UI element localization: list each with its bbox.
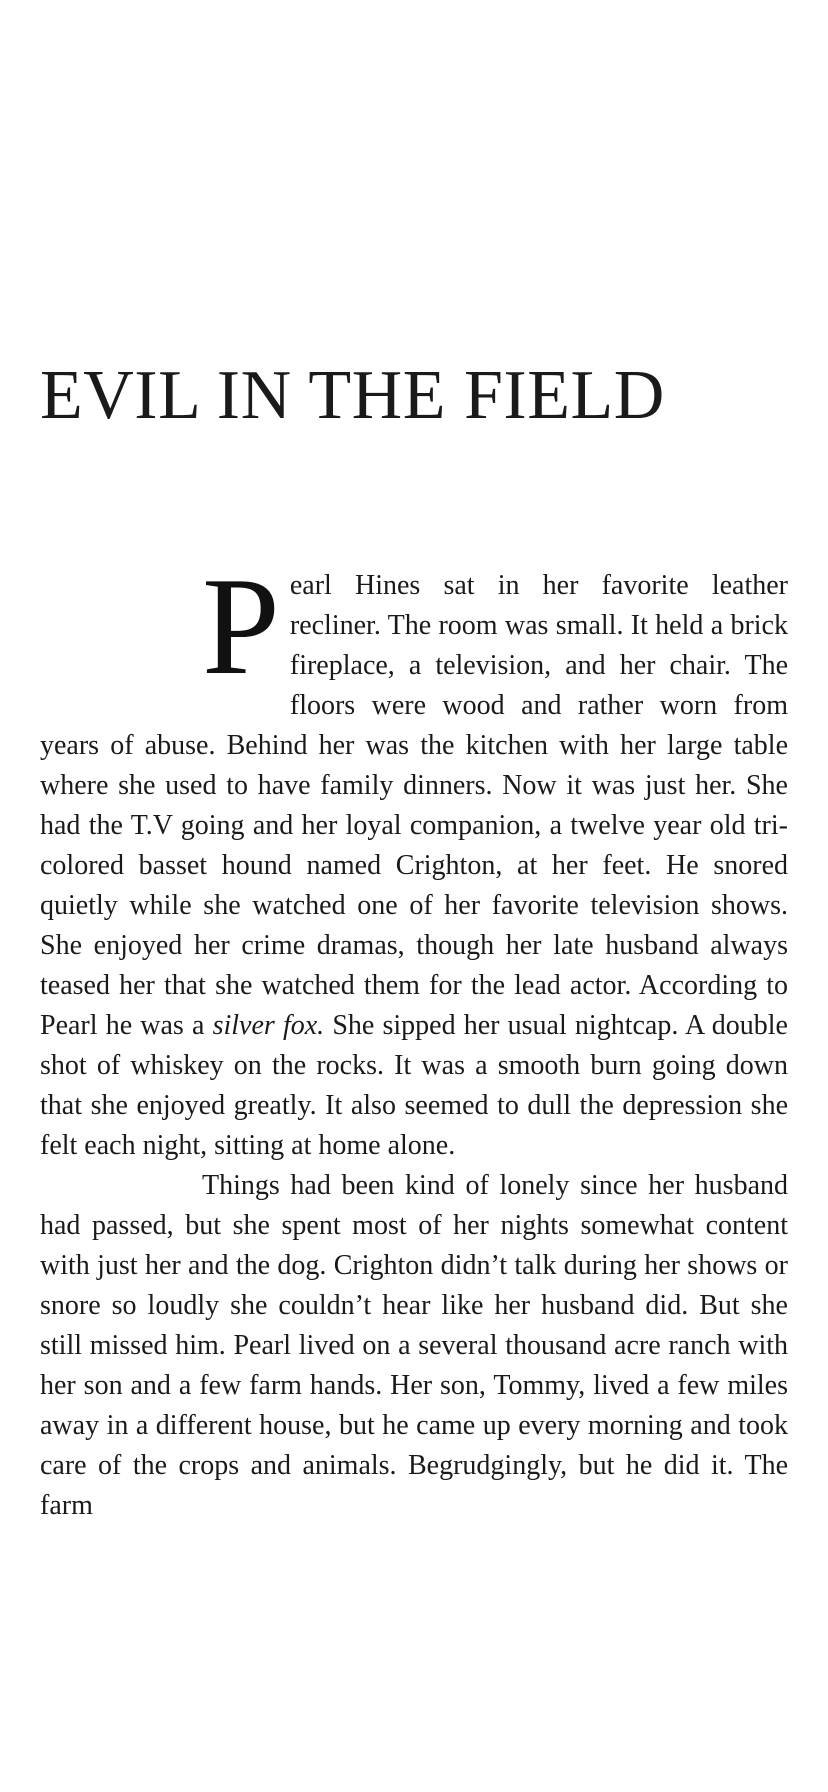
drop-cap: P: [202, 549, 280, 704]
paragraph-1-emphasis: silver fox.: [212, 1010, 325, 1041]
paragraph-1-text-a: earl Hines sat in her favorite leather recliner. The room was small. It held a brick fireplace, a television, and her chair. The floors were wood and rather worn from years of abuse. Behind her was the kitchen with her large table where she used to have family dinners. Now it was just her. She had the T.V going and her loyal companion, a twelve year old tri-colored basset hound named Crighton, at her feet. He snored quietly while she watched one of her favorite television shows. She enjoyed her crime dramas, though her late husband always teased her that she watched them for the lead actor. According to Pearl he was a: [40, 570, 788, 1041]
chapter-title: EVIL IN THE FIELD: [40, 357, 665, 434]
drop-cap-indent: [40, 566, 202, 686]
paragraph-1: [40, 549, 788, 1166]
paragraph-2: Things had been kind of lonely since her husband had passed, but she spent most of her nights somewhat content with just her and the dog. Crighton didn’t talk during her shows or snore so loudly she couldn’t hear like her husband did. But she still missed him. Pearl lived on a several thousand acre ranch with her son and a few farm hands. Her son, Tommy, lived a few miles away in a different house, but he came up every morning and took care of the crops and animals. Begrudgingly, but he did it. The farm: [40, 1170, 788, 1521]
chapter-body: [40, 549, 788, 1526]
paragraph-1-text-b: She sipped her usual nightcap. A double shot of whiskey on the rocks. It was a smooth burn going down that she enjoyed greatly. It also seemed to dull the depression she felt each night, sitting at home alone.: [40, 1010, 788, 1161]
